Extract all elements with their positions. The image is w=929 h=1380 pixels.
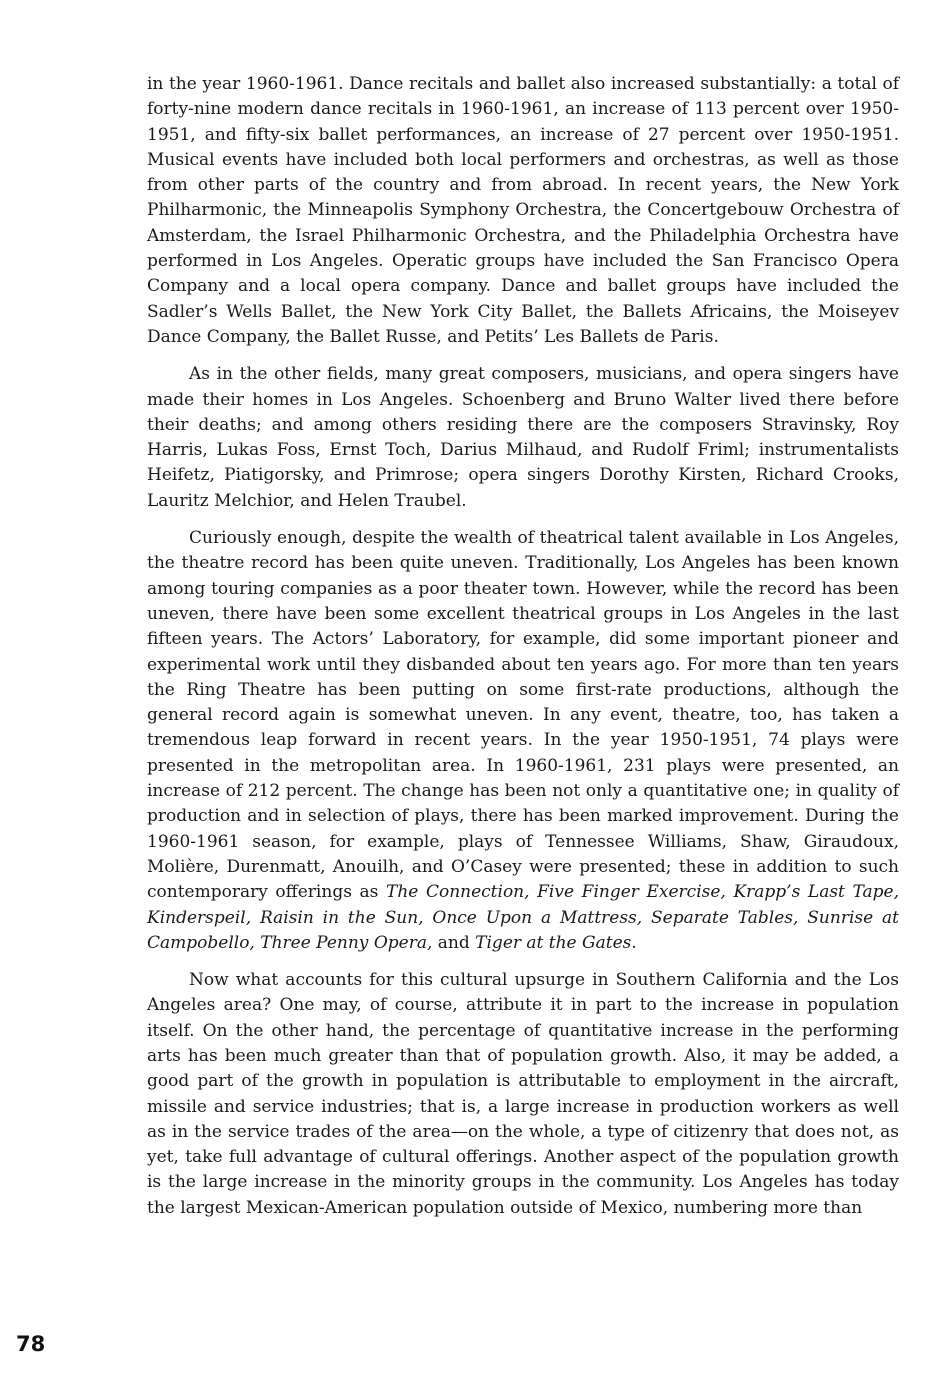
body-text [147, 72, 899, 1233]
paragraph-3-end: . [631, 932, 637, 953]
paragraph-3-text: Curiously enough, despite the wealth of theatrical talent available in Los Angeles, the theatre record has been quite uneven. Traditionally, Los Angeles has been known among touring companies as a poor theater town. However, while the record has been uneven, there have been some excellent theatrical groups in Los Angeles in the last fifteen years. The Actors’ Laboratory, for example, did some important pioneer and experimental work until they disbanded about ten years ago. For more than ten years the Ring Theatre has been putting on some first-rate productions, although the general record again is somewhat uneven. In any event, theatre, too, has taken a tremendous leap forward in recent years. In the year 1950-1951, 74 plays were presented in the metropolitan area. In 1960-1961, 231 plays were presented, an increase of 212 percent. The change has been not only a quantitative one; in quality of production and in selection of plays, there has been marked improvement. During the 1960-1961 season, for example, plays of Tennessee Williams, Shaw, Giraudoux, Molière, Durenmatt, Anouilh, and O’Casey were presented; these in addition to such contemporary offerings as [147, 528, 899, 903]
page-number: 78 [16, 1332, 46, 1356]
paragraph-2: As in the other fields, many great composers, musicians, and opera singers have made their homes in Los Angeles. Schoenberg and Bruno Walter lived there before their deaths; and among others residing there are the composers Stravinsky, Roy Harris, Lukas Foss, Ernst Toch, Darius Milhaud, and Rudolf Friml; instrumentalists Heifetz, Piatigorsky, and Primrose; opera singers Dorothy Kirsten, Richard Crooks, Lauritz Melchior, and Helen Traubel. [147, 364, 899, 511]
play-title-italic: Tiger at the Gates [475, 932, 632, 953]
play-titles-italic: The Connection, Five Finger Exercise, Krapp’s Last Tape, Kinderspeil, Raisin in the Sun, Once Upon a Mattress, Separate Tables, Sunrise at Campobello, Three Penny Opera, [147, 882, 899, 953]
paragraph-3-joiner: and [432, 932, 476, 953]
paragraph-4: Now what accounts for this cultural upsurge in Southern California and the Los Angeles area? One may, of course, attribute it in part to the increase in population itself. On the other hand, the percentage of quantitative increase in the performing arts has been much greater than that of population growth. Also, it may be added, a good part of the growth in population is attributable to employment in the aircraft, missile and service industries; that is, a large increase in production workers as well as in the service trades of the area—on the whole, a type of citizenry that does not, as yet, take full advantage of cultural offerings. Another aspect of the population growth is the large increase in the minority groups in the community. Los Angeles has today the largest Mexican-American population outside of Mexico, numbering more than [147, 970, 899, 1218]
paragraph-3 [147, 526, 899, 956]
paragraph-1: in the year 1960-1961. Dance recitals and ballet also increased substantially: a total of forty-nine modern dance recitals in 1960-1961, an increase of 113 percent over 1950-1951, and fifty-six ballet performances, an increase of 27 percent over 1950-1951. Musical events have included both local performers and orchestras, as well as those from other parts of the country and from abroad. In recent years, the New York Philharmonic, the Minneapolis Symphony Orchestra, the Concertgebouw Orchestra of Amsterdam, the Israel Philharmonic Orchestra, and the Philadelphia Orchestra have performed in Los Angeles. Operatic groups have included the San Francisco Opera Company and a local opera company. Dance and ballet groups have included the Sadler’s Wells Ballet, the New York City Ballet, the Ballets Africains, the Moiseyev Dance Company, the Ballet Russe, and Petits’ Les Ballets de Paris. [147, 74, 899, 347]
